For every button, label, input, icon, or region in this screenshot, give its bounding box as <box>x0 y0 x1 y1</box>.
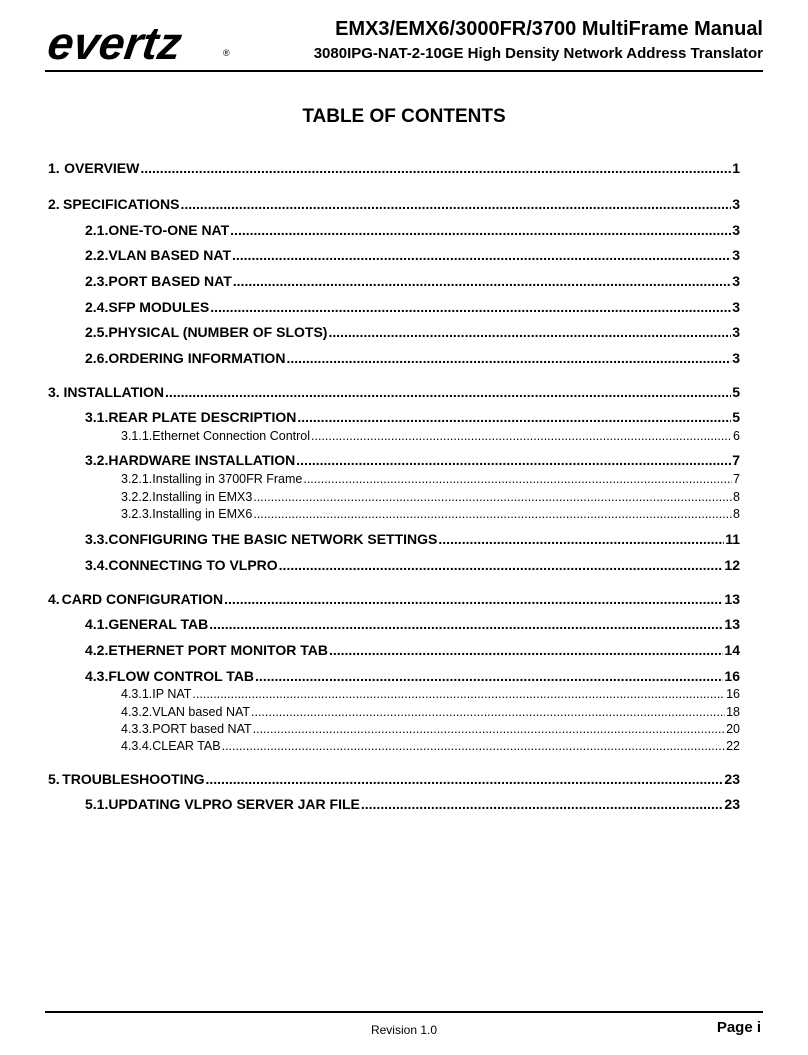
toc-entry[interactable] <box>121 507 740 521</box>
toc-entry-number: 3. <box>48 384 60 400</box>
toc-entry-number: 3.3. <box>85 531 109 547</box>
toc-leader-dots <box>438 531 724 547</box>
toc-entry-number: 3.2.3. <box>121 507 153 521</box>
toc-entry[interactable] <box>48 160 740 176</box>
toc-entry-page: 14 <box>724 642 740 658</box>
toc-entry-page: 22 <box>726 739 740 753</box>
toc-entry-page: 16 <box>724 668 740 684</box>
toc-entry-page: 18 <box>726 705 740 719</box>
footer-divider <box>45 1011 763 1013</box>
toc-entry-number: 2.1. <box>85 222 109 238</box>
toc-entry-page: 16 <box>726 687 740 701</box>
toc-entry[interactable] <box>121 739 740 753</box>
toc-entry-title: GENERAL TAB <box>108 616 209 632</box>
toc-entry-page: 8 <box>733 490 740 504</box>
toc-entry[interactable] <box>85 247 740 263</box>
toc-entry-page: 1 <box>732 160 740 176</box>
toc-entry[interactable] <box>85 409 740 425</box>
toc-entry[interactable] <box>48 384 740 400</box>
toc-entry-number: 2.4. <box>85 299 109 315</box>
toc-entry-title: OVERVIEW <box>64 160 140 176</box>
toc-leader-dots <box>329 642 723 658</box>
toc-entry[interactable] <box>48 771 740 787</box>
toc-entry-page: 11 <box>725 531 740 547</box>
toc-entry-number: 5.1. <box>85 796 109 812</box>
toc-entry-title: Installing in EMX3 <box>152 490 253 504</box>
toc-leader-dots <box>279 557 724 573</box>
toc-entry[interactable] <box>85 350 740 366</box>
toc-entry-page: 13 <box>724 591 740 607</box>
logo-text: evertz <box>44 17 185 69</box>
toc-entry-number: 2.5. <box>85 324 109 340</box>
toc-entry-title: Ethernet Connection Control <box>152 429 311 443</box>
toc-entry-number: 3.2.1. <box>121 472 153 486</box>
toc-entry[interactable] <box>85 796 740 812</box>
evertz-logo <box>44 17 185 69</box>
toc-leader-dots <box>311 429 732 443</box>
toc-entry-number: 4.3.1. <box>121 687 153 701</box>
toc-entry-page: 23 <box>724 771 740 787</box>
toc-entry-page: 3 <box>732 196 740 212</box>
toc-entry[interactable] <box>48 196 740 212</box>
toc-leader-dots <box>251 705 725 719</box>
toc-entry-title: ORDERING INFORMATION <box>108 350 286 366</box>
toc-leader-dots <box>224 591 723 607</box>
toc-entry-title: VLAN BASED NAT <box>108 247 231 263</box>
toc-entry-page: 6 <box>733 429 740 443</box>
toc-leader-dots <box>232 247 731 263</box>
toc-entry[interactable] <box>85 273 740 289</box>
toc-entry-title: PORT BASED NAT <box>108 273 232 289</box>
toc-entry-number: 3.1.1. <box>121 429 153 443</box>
toc-entry[interactable] <box>85 222 740 238</box>
toc-entry-page: 23 <box>724 796 740 812</box>
toc-entry-page: 20 <box>726 722 740 736</box>
toc-entry-number: 2.6. <box>85 350 109 366</box>
toc-entry[interactable] <box>85 642 740 658</box>
toc-leader-dots <box>253 722 725 736</box>
toc-entry[interactable] <box>121 472 740 486</box>
toc-entry-page: 13 <box>724 616 740 632</box>
toc-leader-dots <box>222 739 726 753</box>
toc-entry-page: 3 <box>732 222 740 238</box>
toc-entry-page: 7 <box>732 452 740 468</box>
toc-entry-number: 4.1. <box>85 616 109 632</box>
manual-title: EMX3/EMX6/3000FR/3700 MultiFrame Manual <box>335 18 763 40</box>
toc-leader-dots <box>297 409 731 425</box>
manual-subtitle: 3080IPG-NAT-2-10GE High Density Network Address Translator <box>313 45 763 62</box>
toc-entry-title: SPECIFICATIONS <box>63 196 180 212</box>
toc-leader-dots <box>233 273 731 289</box>
toc-entry-title: IP NAT <box>152 687 192 701</box>
toc-leader-dots <box>296 452 731 468</box>
toc-entry[interactable] <box>85 557 740 573</box>
toc-entry[interactable] <box>85 616 740 632</box>
toc-entry-title: PHYSICAL (NUMBER OF SLOTS) <box>108 324 328 340</box>
toc-entry-title: ETHERNET PORT MONITOR TAB <box>108 642 328 658</box>
toc-leader-dots <box>286 350 731 366</box>
toc-entry-number: 1. <box>48 160 60 176</box>
toc-entry[interactable] <box>121 490 740 504</box>
toc-entry-number: 4. <box>48 591 60 607</box>
toc-entry-title: CLEAR TAB <box>152 739 221 753</box>
toc-leader-dots <box>210 299 731 315</box>
toc-entry-title: FLOW CONTROL TAB <box>108 668 255 684</box>
toc-entry-number: 3.2. <box>85 452 109 468</box>
toc-entry[interactable] <box>121 687 740 701</box>
toc-entry-number: 5. <box>48 771 60 787</box>
toc-entry-page: 3 <box>732 324 740 340</box>
toc-entry-number: 3.1. <box>85 409 109 425</box>
toc-leader-dots <box>255 668 723 684</box>
toc-heading: TABLE OF CONTENTS <box>302 106 506 127</box>
toc-entry[interactable] <box>85 324 740 340</box>
toc-leader-dots <box>209 616 723 632</box>
toc-entry-title: VLAN based NAT <box>152 705 251 719</box>
toc-entry-title: REAR PLATE DESCRIPTION <box>108 409 297 425</box>
toc-entry-page: 3 <box>732 247 740 263</box>
toc-entry-number: 4.3.3. <box>121 722 153 736</box>
toc-entry-number: 2.2. <box>85 247 109 263</box>
toc-entry-page: 12 <box>724 557 740 573</box>
toc-leader-dots <box>180 196 731 212</box>
revision-label: Revision 1.0 <box>370 1023 438 1037</box>
toc-entry[interactable] <box>85 452 740 468</box>
toc-entry[interactable] <box>121 705 740 719</box>
toc-entry-page: 5 <box>732 409 740 425</box>
toc-leader-dots <box>192 687 725 701</box>
page-header <box>45 16 763 70</box>
toc-leader-dots <box>140 160 731 176</box>
header-divider <box>45 70 763 72</box>
toc-entry-title: UPDATING VLPRO SERVER JAR FILE <box>108 796 360 812</box>
toc-entry-number: 4.3.4. <box>121 739 153 753</box>
toc-entry-title: Installing in EMX6 <box>152 507 253 521</box>
toc-entry-number: 2.3. <box>85 273 109 289</box>
toc-entry-title: CONNECTING TO VLPRO <box>108 557 278 573</box>
toc-entry-number: 3.4. <box>85 557 109 573</box>
toc-entry-title: ONE-TO-ONE NAT <box>108 222 230 238</box>
toc-entry-number: 4.3. <box>85 668 109 684</box>
toc-entry-title: PORT based NAT <box>152 722 252 736</box>
toc-entry[interactable] <box>121 722 740 736</box>
toc-entry-title: Installing in 3700FR Frame <box>152 472 303 486</box>
toc-leader-dots <box>230 222 731 238</box>
toc-entry-page: 3 <box>732 299 740 315</box>
toc-entry-number: 4.2. <box>85 642 109 658</box>
toc-leader-dots <box>253 507 732 521</box>
toc-leader-dots <box>253 490 732 504</box>
toc-entry-title: CONFIGURING THE BASIC NETWORK SETTINGS <box>108 531 438 547</box>
toc-entry[interactable] <box>85 299 740 315</box>
toc-entry-number: 3.2.2. <box>121 490 153 504</box>
toc-entry-title: INSTALLATION <box>63 384 165 400</box>
toc-entry-number: 2. <box>48 196 60 212</box>
toc-entry-title: TROUBLESHOOTING <box>62 771 205 787</box>
registered-mark: ® <box>223 48 230 58</box>
toc-entry-title: HARDWARE INSTALLATION <box>108 452 296 468</box>
toc-entry-page: 3 <box>732 350 740 366</box>
toc-entry-number: 4.3.2. <box>121 705 153 719</box>
toc-entry-title: SFP MODULES <box>108 299 210 315</box>
toc-leader-dots <box>206 771 724 787</box>
toc-leader-dots <box>361 796 724 812</box>
toc-leader-dots <box>165 384 731 400</box>
toc-entry-title: CARD CONFIGURATION <box>61 591 224 607</box>
toc-entry[interactable] <box>48 591 740 607</box>
toc-entry[interactable] <box>85 668 740 684</box>
toc-entry-page: 7 <box>733 472 740 486</box>
toc-entry-page: 8 <box>733 507 740 521</box>
toc-entry-page: 3 <box>732 273 740 289</box>
toc-entry-page: 5 <box>732 384 740 400</box>
page-number: Page i <box>716 1019 761 1036</box>
toc-leader-dots <box>328 324 731 340</box>
toc-entry[interactable] <box>85 531 740 547</box>
toc-leader-dots <box>303 472 732 486</box>
toc-entry[interactable] <box>121 429 740 443</box>
